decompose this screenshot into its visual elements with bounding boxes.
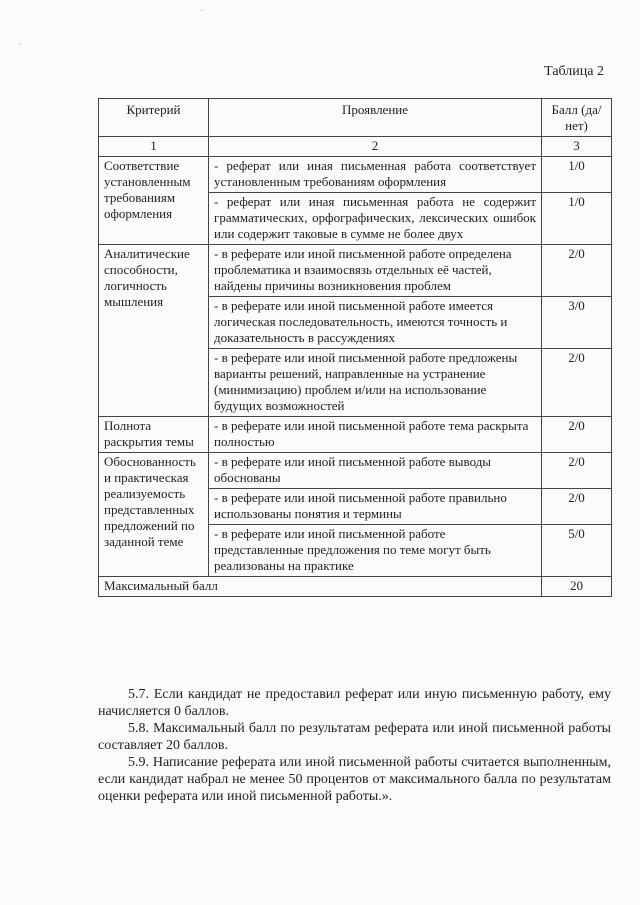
column-number: 2 — [209, 137, 542, 157]
score-cell: 2/0 — [542, 453, 612, 489]
manifestation-cell: - в реферате или иной письменной работе тема раскрыта полностью — [209, 417, 542, 453]
paragraph: 5.7. Если кандидат не предоставил реферат или иную письменную работу, ему начисляется 0 баллов. — [98, 687, 611, 719]
manifestation-cell: - в реферате или иной письменной работе выводы обоснованы — [209, 453, 542, 489]
header-criterion: Критерий — [99, 99, 209, 137]
header-score: Балл (да/нет) — [542, 99, 612, 137]
manifestation-cell: - реферат или иная письменная работа соответствует установленным требованиям оформления — [209, 157, 542, 193]
manifestation-cell: - реферат или иная письменная работа не содержит грамматических, орфографических, лексических ошибок или содержит таковые в сумме не более двух — [209, 193, 542, 245]
criterion-cell: Полнота раскрытия темы — [99, 417, 209, 453]
header-manifestation: Проявление — [209, 99, 542, 137]
manifestation-cell: - в реферате или иной письменной работе правильно использованы понятия и термины — [209, 489, 542, 525]
score-cell: 3/0 — [542, 297, 612, 349]
score-cell: 2/0 — [542, 349, 612, 417]
score-cell: 5/0 — [542, 525, 612, 577]
table-label: Таблица 2 — [544, 64, 604, 79]
criteria-table — [98, 98, 612, 597]
body-text — [98, 686, 611, 805]
total-label: Максимальный балл — [99, 577, 542, 597]
manifestation-cell: - в реферате или иной письменной работе предложены варианты решений, направленные на устранение (минимизацию) проблем и/или на использование будущих возможностей — [209, 349, 542, 417]
score-cell: 2/0 — [542, 245, 612, 297]
criterion-cell: Аналитические способности, логичность мышления — [99, 245, 209, 417]
scan-artifact: · — [200, 6, 204, 17]
score-cell: 1/0 — [542, 157, 612, 193]
paragraph: 5.9. Написание реферата или иной письменной работы считается выполненным, если кандидат набрал не менее 50 процентов от максимального балла по результатам оценки реферата или иной письменной работы.». — [98, 755, 611, 804]
score-cell: 1/0 — [542, 193, 612, 245]
manifestation-cell: - в реферате или иной письменной работе определена проблематика и взаимосвязь отдельных её частей, найдены причины возникновения проблем — [209, 245, 542, 297]
score-cell: 2/0 — [542, 417, 612, 453]
manifestation-cell: - в реферате или иной письменной работе имеется логическая последовательность, имеются точность и доказательность в рассуждениях — [209, 297, 542, 349]
total-row — [99, 577, 612, 597]
scan-artifact: · — [18, 40, 22, 51]
table-row — [99, 453, 612, 489]
score-cell: 2/0 — [542, 489, 612, 525]
total-value: 20 — [542, 577, 612, 597]
criterion-cell: Соответствие установленным требованиям оформления — [99, 157, 209, 245]
table-row — [99, 417, 612, 453]
table-header-row — [99, 99, 612, 137]
table-row — [99, 245, 612, 297]
column-number-row — [99, 137, 612, 157]
table-row — [99, 157, 612, 193]
criterion-cell: Обоснованность и практическая реализуемость представленных предложений по заданной теме — [99, 453, 209, 577]
manifestation-cell: - в реферате или иной письменной работе представленные предложения по теме могут быть реализованы на практике — [209, 525, 542, 577]
column-number: 3 — [542, 137, 612, 157]
paragraph: 5.8. Максимальный балл по результатам реферата или иной письменной работы составляет 20 баллов. — [98, 721, 611, 753]
column-number: 1 — [99, 137, 209, 157]
